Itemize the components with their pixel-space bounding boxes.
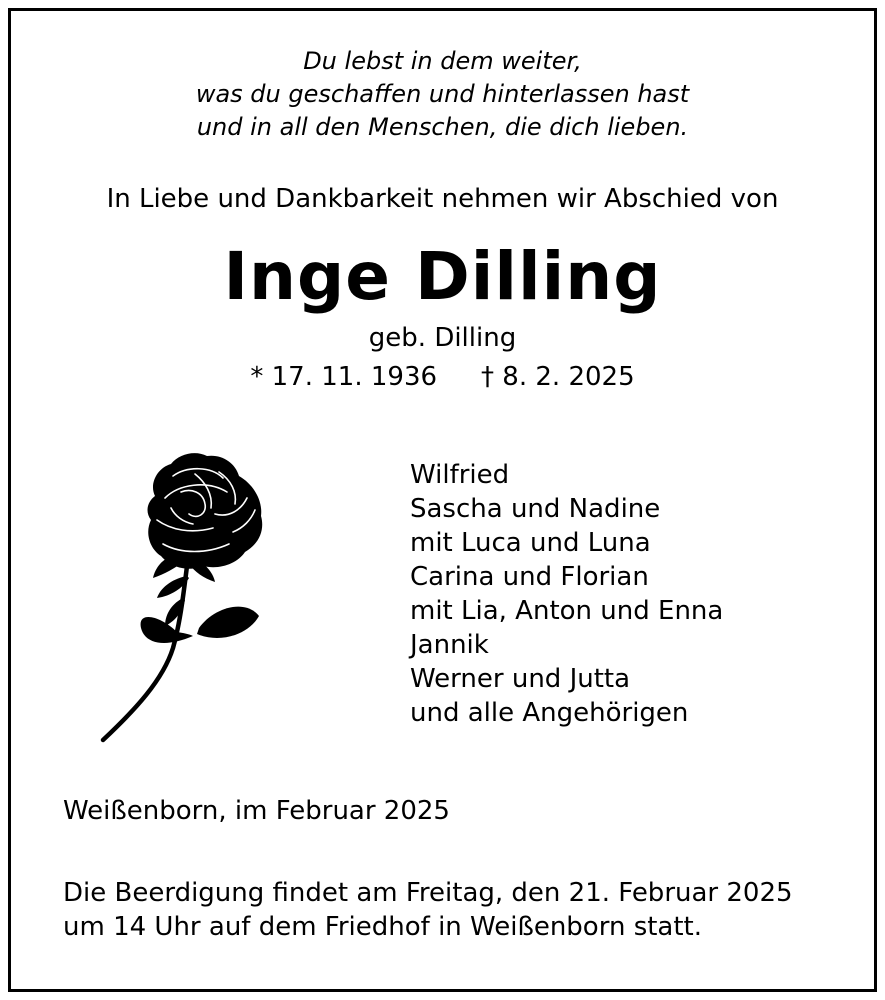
death-date: † 8. 2. 2025 bbox=[481, 362, 635, 392]
rose-icon bbox=[95, 448, 275, 748]
motto-line: und in all den Menschen, die dich lieben. bbox=[196, 113, 689, 141]
motto-verse bbox=[0, 45, 885, 144]
place-date: Weißenborn, im Februar 2025 bbox=[63, 796, 450, 826]
life-dates bbox=[0, 362, 885, 392]
list-item: Carina und Florian bbox=[410, 562, 649, 592]
mourners-list bbox=[410, 458, 723, 730]
motto-line: was du geschaffen und hinterlassen hast bbox=[195, 80, 690, 108]
list-item: Jannik bbox=[410, 630, 489, 660]
list-item: Wilfried bbox=[410, 460, 510, 490]
maiden-name: geb. Dilling bbox=[368, 323, 517, 353]
motto-line: Du lebst in dem weiter, bbox=[303, 47, 582, 75]
deceased-name: Inge Dilling bbox=[223, 238, 662, 315]
funeral-info bbox=[63, 876, 793, 944]
birth-date: * 17. 11. 1936 bbox=[250, 362, 438, 392]
funeral-line: Die Beerdigung findet am Freitag, den 21. Februar 2025 bbox=[63, 878, 793, 908]
list-item: Werner und Jutta bbox=[410, 664, 631, 694]
list-item: und alle Angehörigen bbox=[410, 698, 689, 728]
list-item: mit Lia, Anton und Enna bbox=[410, 596, 724, 626]
list-item: Sascha und Nadine bbox=[410, 494, 661, 524]
funeral-line: um 14 Uhr auf dem Friedhof in Weißenborn statt. bbox=[63, 912, 703, 942]
intro-text: In Liebe und Dankbarkeit nehmen wir Abschied von bbox=[106, 184, 779, 214]
list-item: mit Luca und Luna bbox=[410, 528, 651, 558]
